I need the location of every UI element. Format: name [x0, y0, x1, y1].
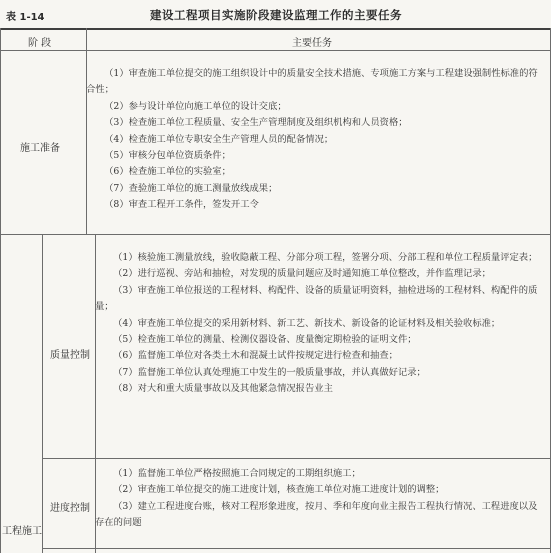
list-item: （7）监督施工单位认真处理施工中发生的一般质量事故，并认真做好记录；: [113, 366, 426, 378]
list-item: （5）审核分包单位资质条件；: [104, 150, 231, 162]
list-item: （3）建立工程进度台账，核对工程形象进度，按月、季和年度向业主报告工程执行情况、工程进度以及存在的问题: [95, 500, 538, 529]
quality-bottom-rule: [42, 458, 551, 459]
list-item: （8）对大和重大质量事故以及其他紧急情况报告业主: [113, 383, 333, 395]
table-top-rule: [0, 28, 551, 30]
list-item: （1）审查施工单位提交的施工组织设计中的质量安全技术措施、专项施工方案与工程建设强制性标准的符合性；: [86, 68, 538, 96]
list-item: （6）监督施工单位对各类土木和混凝土试件按规定进行检查和抽查；: [113, 350, 398, 362]
list-item: （4）审查施工单位提交的采用新材料、新工艺、新技术、新设备的论证材料及相关验收标准；: [113, 317, 501, 329]
list-item: （2）参与设计单位向施工单位的设计交底；: [104, 100, 287, 112]
list-item: （1）核验施工测量放线，验收隐蔽工程、分部分项工程，签署分项、分部工程和单位工程质量评定表；: [113, 252, 538, 263]
list-item: （8）审查工程开工条件，签发开工令: [104, 199, 259, 211]
table-left-rule: [0, 28, 1, 553]
prep-bottom-rule: [0, 234, 551, 235]
table-caption: [0, 0, 551, 28]
stage-prep: 施工准备: [20, 143, 60, 154]
header-stage: 阶 段: [28, 38, 52, 49]
list-item: （5）检查施工单位的测量、检测仪器设备、度量衡定期检验的证明文件；: [113, 334, 417, 346]
progress-task-list: [95, 466, 543, 532]
list-item: （7）查验施工单位的施工测量放线成果；: [104, 182, 278, 194]
list-item: （2）进行巡视、旁站和抽检，对发现的质量问题应及时通知施工单位整改，并作监理记录；: [113, 268, 491, 280]
table-title: 建设工程项目实施阶段建设监理工作的主要任务: [150, 8, 402, 22]
progress-bottom-rule: [42, 548, 551, 549]
list-item: （3）检查施工单位工程质量、安全生产管理制度及组织机构和人员资格；: [104, 117, 408, 129]
list-item: （1）监督施工单位严格按照施工合同规定的工期组织施工；: [113, 468, 361, 479]
table-number: 表 1-14: [6, 12, 45, 23]
stage-progress: 进度控制: [50, 503, 90, 514]
list-item: （6）检查施工单位的实验室；: [104, 166, 231, 178]
header-bottom-rule: [0, 50, 551, 51]
stage-construction: 工程施工: [2, 526, 42, 537]
stage-quality: 质量控制: [50, 350, 90, 361]
stage-subdivider: [42, 234, 43, 553]
list-item: （3）审查施工单位报送的工程材料、构配件、设备的质量证明资料，抽检进场的工程材料、构配件的质量；: [95, 284, 538, 313]
list-item: （2）审查施工单位提交的施工进度计划，核查施工单位对施工进度计划的调整；: [113, 484, 445, 496]
task-table: [0, 28, 551, 553]
header-tasks: 主要任务: [292, 38, 332, 49]
prep-task-list: [86, 66, 542, 214]
quality-task-list: [95, 250, 543, 398]
list-item: （4）检查施工单位专职安全生产管理人员的配备情况；: [104, 133, 334, 145]
